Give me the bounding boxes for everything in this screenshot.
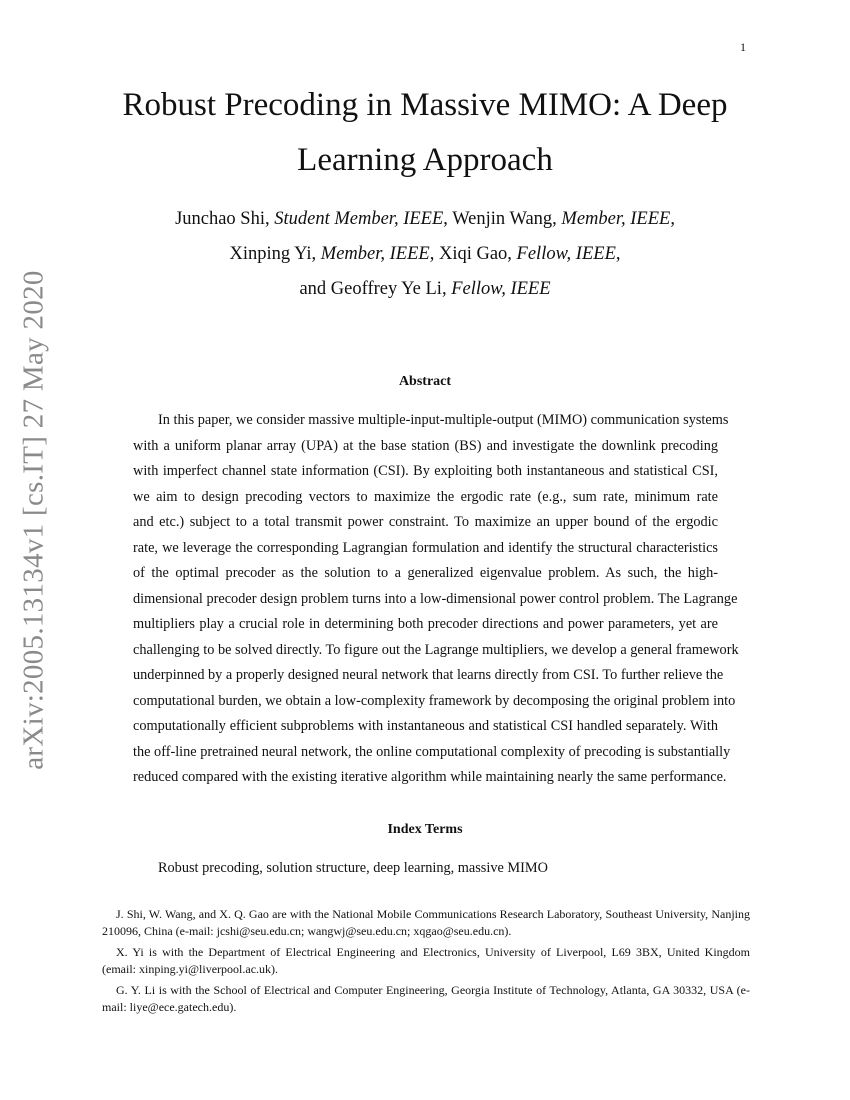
abstract-line: the off-line pretrained neural network, the online computational complexity of precoding is substantially [133,743,731,760]
footnote: J. Shi, W. Wang, and X. Q. Gao are with the National Mobile Communications Research Laboratory, Southeast University, Nanjing 210096, China (e-mail: jcshi@seu.edu.cn; wangwj@seu.edu.cn; xqgao@seu.edu.cn). [102,907,750,938]
author-role: Student Member, IEEE [274,209,444,229]
title-line: Robust Precoding in Massive MIMO: A Deep [122,87,728,123]
author-name: Xiqi Gao [438,244,508,264]
author-role: Member, IEEE [561,209,671,229]
author-list: Junchao Shi, Student Member, IEEE, Wenjin Wang, Member, IEEE, Xinping Yi, Member, IEEE, Xiqi Gao, Fellow, IEEE, and Geoffrey Ye Li, Fellow, IEEE [175,209,675,299]
abstract-line: computationally efficient subproblems with instantaneous and statistical CSI handled separately. With [133,718,718,734]
footnote: G. Y. Li is with the School of Electrical and Computer Engineering, Georgia Institute of Technology, Atlanta, GA 30332, USA (e-mail: liye@ece.gatech.edu). [102,983,750,1014]
author-name: Geoffrey Ye Li [330,279,442,299]
author-role: Fellow, IEEE [451,279,551,299]
index-terms: Robust precoding, solution structure, deep learning, massive MIMO [158,860,548,876]
abstract-line: with a uniform planar array (UPA) at the base station (BS) and investigate the downlink precoding [133,437,718,454]
abstract-line: with imperfect channel state information (CSI). By exploiting both instantaneous and statistical CSI, [133,463,718,479]
abstract-line: underpinned by a properly designed neural network that learns directly from CSI. To further relieve the [133,667,724,683]
author-name: Xinping Yi [229,244,312,264]
abstract-body [133,408,739,791]
author-role: Member, IEEE [320,244,430,264]
abstract-line: dimensional precoder design problem turns into a low-dimensional power control problem. The Lagrange [133,590,738,607]
abstract-line: In this paper, we consider massive multiple-input-multiple-output (MIMO) communication systems [158,412,729,428]
title-line: Learning Approach [297,142,553,178]
footnote: X. Yi is with the Department of Electrical Engineering and Electronics, University of Liverpool, L69 3BX, United Kingdom (email: xinping.yi@liverpool.ac.uk). [102,945,750,976]
abstract-line: challenging to be solved directly. To figure out the Lagrange multipliers, we develop a general framework [133,641,739,658]
footnotes [102,906,750,1020]
author-name: Wenjin Wang [452,209,553,229]
page-number: 1 [740,40,746,54]
author-role: Fellow, IEEE [516,244,616,264]
abstract-line: reduced compared with the existing iterative algorithm while maintaining nearly the same performance. [133,769,727,785]
index-terms-heading: Index Terms [387,822,463,837]
author-name: Junchao Shi [175,209,265,229]
abstract-line: and etc.) subject to a total transmit power constraint. To maximize an upper bound of the ergodic [133,514,718,530]
abstract-line: rate, we leverage the corresponding Lagrangian formulation and identify the structural characteristics [133,539,718,556]
arxiv-stamp: arXiv:2005.13134v1 [cs.IT] 27 May 2020 [17,270,50,770]
abstract-line: we aim to design precoding vectors to maximize the ergodic rate (e.g., sum rate, minimum rate [133,488,718,505]
paper-title [60,78,790,188]
abstract-line: multipliers play a crucial role in determining both precoder directions and power parameters, yet are [133,616,718,632]
abstract-heading: Abstract [398,374,452,389]
abstract-line: computational burden, we obtain a low-complexity framework by decomposing the original problem into [133,692,736,709]
abstract-line: of the optimal precoder as the solution to a generalized eigenvalue problem. As such, the high- [133,565,718,581]
